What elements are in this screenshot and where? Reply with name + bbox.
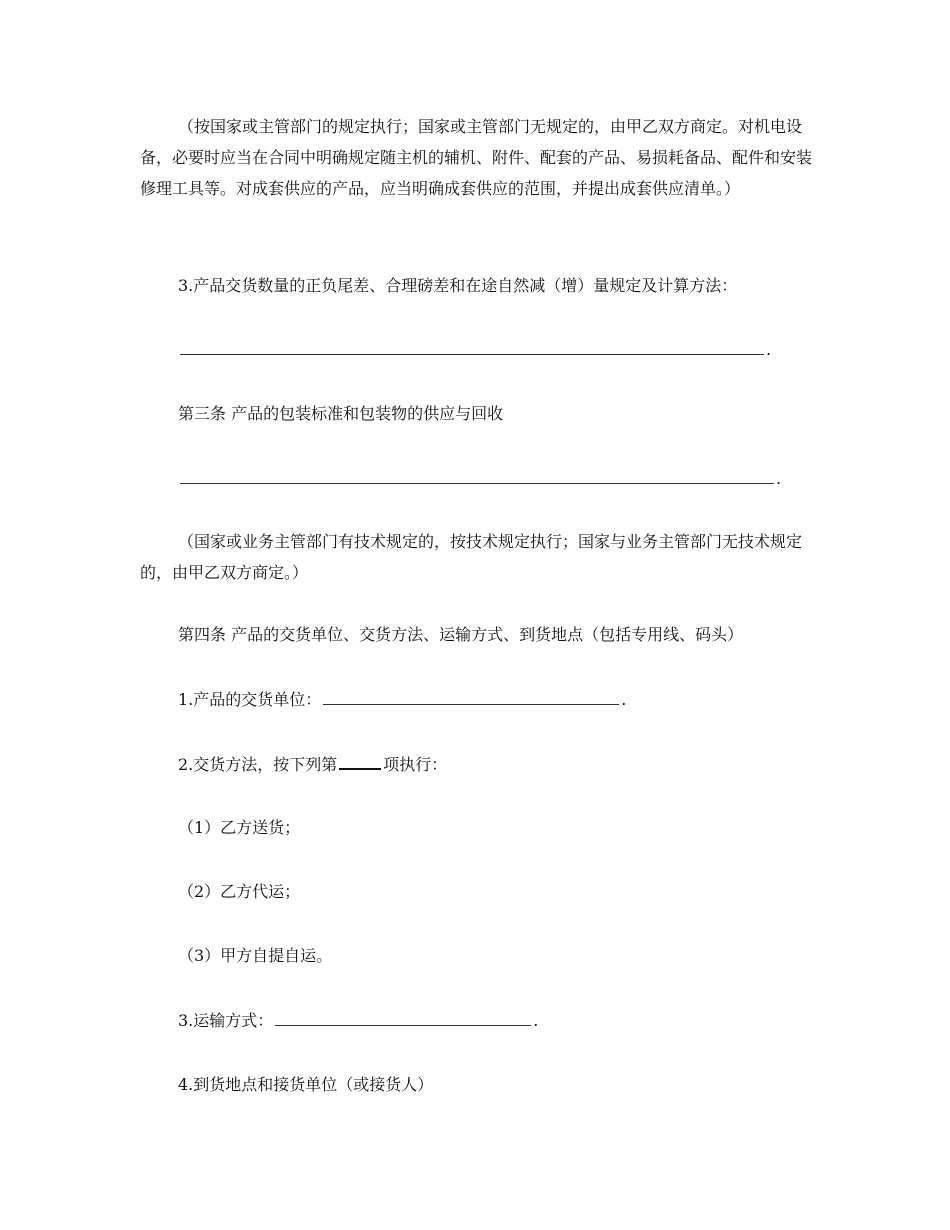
fill-line-2-end: . [776,469,782,488]
blank-field-1[interactable] [180,338,764,355]
delivery-unit-label: 1.产品的交货单位： [178,690,322,709]
clause-3-heading: 3.产品交货数量的正负尾差、合理磅差和在途自然减（增）量规定及计算方法： [178,276,738,295]
transport-blank[interactable] [275,1009,531,1026]
transport-end: . [533,1011,539,1030]
delivery-method-suffix: 项执行： [383,755,448,774]
fill-line-1-end: . [766,340,772,359]
delivery-option-1: （1）乙方送货； [178,818,301,837]
transport-label: 3.运输方式： [178,1011,274,1030]
delivery-option-2: （2）乙方代运； [178,882,301,901]
fill-line-2 [178,467,781,491]
arrival-heading: 4.到货地点和接货单位（或接货人） [178,1075,434,1094]
blank-field-2[interactable] [180,467,774,484]
delivery-option-3: （3）甲方自提自运。 [178,946,333,965]
delivery-method-prefix: 2.交货方法，按下列第 [178,755,338,774]
delivery-unit-line [178,688,626,712]
note-paragraph-1: （按国家或主管部门的规定执行；国家或主管部门无规定的，由甲乙双方商定。对机电设备，必要时应当在合同中明确规定随主机的辅机、附件、配套的产品、易损耗备品、配件和安装修理工具等。对成套供应的产品，应当明确成套供应的范围，并提出成套供应清单。） [140,117,813,198]
delivery-unit-blank[interactable] [323,688,619,705]
article-4-heading: 第四条 产品的交货单位、交货方法、运输方式、到货地点（包括专用线、码头） [178,625,744,644]
note-paragraph-2: （国家或业务主管部门有技术规定的，按技术规定执行；国家与业务主管部门无技术规定的，由甲乙双方商定。） [140,532,803,582]
transport-line [178,1009,538,1033]
article-3-heading: 第三条 产品的包装标准和包装物的供应与回收 [178,404,504,423]
delivery-unit-end: . [621,690,627,709]
delivery-method-line [178,752,447,777]
delivery-method-blank[interactable] [339,752,381,770]
fill-line-1 [178,338,771,362]
